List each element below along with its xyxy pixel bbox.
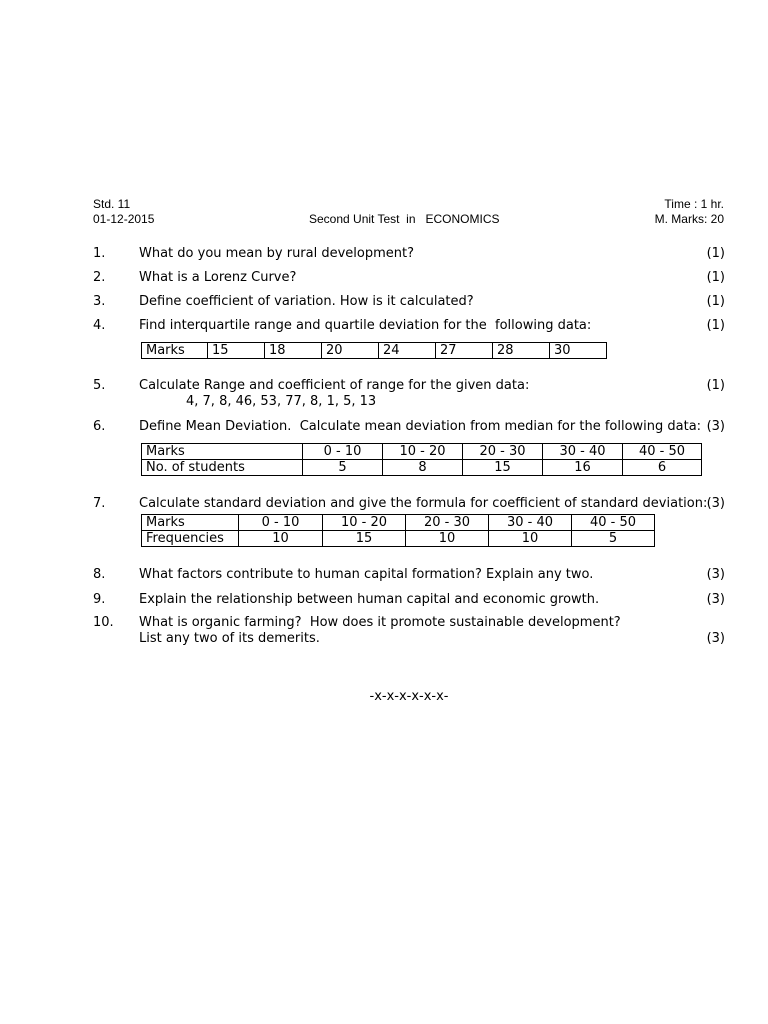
table-cell: 8 (383, 460, 463, 476)
table-cell: 10 (406, 531, 489, 547)
table-row (142, 515, 655, 531)
table-row (142, 444, 702, 460)
question-number: 8. (93, 567, 106, 582)
question-text: Define coefficient of variation. How is it calculated? (139, 294, 474, 309)
table-cell: 10 - 20 (323, 515, 406, 531)
question-marks: (1) (706, 270, 725, 285)
table-cell: 30 (550, 343, 607, 359)
test-date: 01-12-2015 (93, 212, 155, 226)
question-marks: (3) (706, 631, 725, 646)
question-marks: (1) (706, 318, 725, 333)
table-cell: 5 (303, 460, 383, 476)
table-cell: 10 (489, 531, 572, 547)
table-cell: 0 - 10 (239, 515, 323, 531)
question-number: 9. (93, 592, 106, 607)
table-cell: 30 - 40 (489, 515, 572, 531)
marks-table-q4 (141, 342, 607, 359)
table-cell: Frequencies (142, 531, 239, 547)
question-text: What do you mean by rural development? (139, 246, 415, 261)
table-cell: 15 (208, 343, 265, 359)
table-cell: 28 (493, 343, 550, 359)
table-cell: 40 - 50 (623, 444, 702, 460)
table-cell: 40 - 50 (572, 515, 655, 531)
question-text: Explain the relationship between human capital and economic growth. (139, 592, 600, 607)
question-number: 2. (93, 270, 106, 285)
max-marks-label: M. Marks: 20 (654, 212, 724, 226)
table-cell: 20 - 30 (463, 444, 543, 460)
question-marks: (3) (706, 567, 725, 582)
question-10 (93, 615, 725, 647)
question-text: Define Mean Deviation. Calculate mean deviation from median for the following data: (139, 419, 702, 434)
question-text: What factors contribute to human capital formation? Explain any two. (139, 567, 594, 582)
question-number: 3. (93, 294, 106, 309)
table-cell: 10 (239, 531, 323, 547)
question-number: 10. (93, 615, 114, 630)
question-marks: (1) (706, 294, 725, 309)
question-text: Find interquartile range and quartile deviation for the following data: (139, 318, 592, 333)
table-cell: 18 (265, 343, 322, 359)
table-cell: 20 - 30 (406, 515, 489, 531)
table-cell: No. of students (142, 460, 303, 476)
table-cell: 10 - 20 (383, 444, 463, 460)
question-subtext: List any two of its demerits. (139, 631, 320, 646)
table-row (142, 531, 655, 547)
table-cell: 16 (543, 460, 623, 476)
table-cell: Marks (142, 515, 239, 531)
table-cell: 15 (323, 531, 406, 547)
question-marks: (1) (706, 378, 725, 393)
table-cell: 6 (623, 460, 702, 476)
table-cell: 20 (322, 343, 379, 359)
question-text: Calculate standard deviation and give the formula for coefficient of standard deviation: (139, 496, 708, 511)
question-marks: (1) (706, 246, 725, 261)
question-number: 5. (93, 378, 106, 393)
table-cell: 15 (463, 460, 543, 476)
table-cell: 24 (379, 343, 436, 359)
question-number: 4. (93, 318, 106, 333)
question-text: What is organic farming? How does it promote sustainable development? (139, 615, 621, 630)
table-cell: 5 (572, 531, 655, 547)
question-number: 1. (93, 246, 106, 261)
question-number: 7. (93, 496, 106, 511)
end-marker: -x-x-x-x-x-x- (369, 689, 449, 704)
table-cell: Marks (142, 444, 303, 460)
time-label: Time : 1 hr. (664, 197, 724, 211)
question-number: 6. (93, 419, 106, 434)
frequency-table-q6 (141, 443, 702, 476)
question-marks: (3) (706, 496, 725, 511)
question-text: Calculate Range and coefficient of range for the given data: (139, 378, 530, 393)
table-row (142, 343, 607, 359)
question-text: What is a Lorenz Curve? (139, 270, 297, 285)
question-5 (93, 378, 725, 410)
question-marks: (3) (706, 592, 725, 607)
frequency-table-q7 (141, 514, 655, 547)
table-cell: 27 (436, 343, 493, 359)
table-row (142, 460, 702, 476)
table-cell: 30 - 40 (543, 444, 623, 460)
std-label: Std. 11 (93, 197, 131, 211)
table-cell: Marks (142, 343, 208, 359)
table-cell: 0 - 10 (303, 444, 383, 460)
test-title: Second Unit Test in ECONOMICS (309, 212, 500, 226)
data-values: 4, 7, 8, 46, 53, 77, 8, 1, 5, 13 (186, 394, 377, 409)
question-marks: (3) (706, 419, 725, 434)
